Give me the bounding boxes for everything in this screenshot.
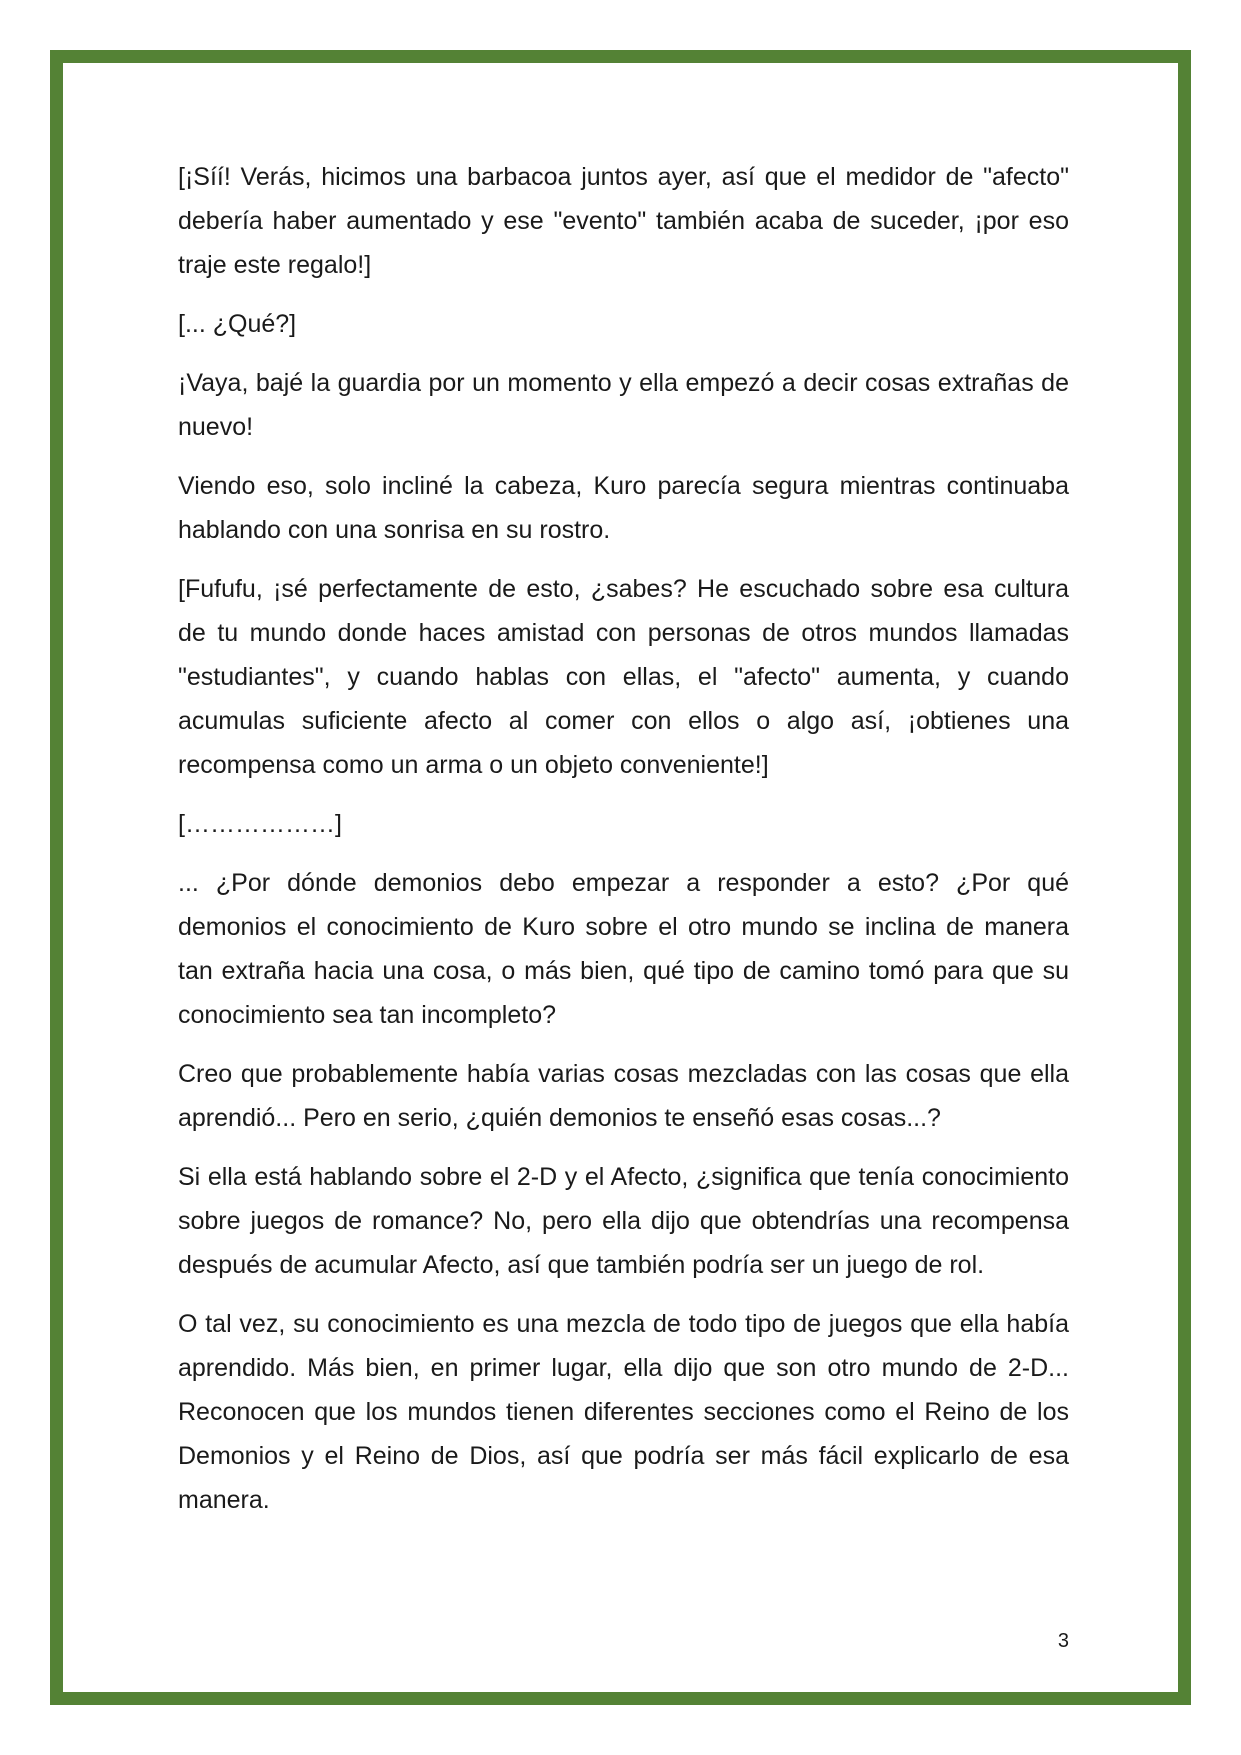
paragraph-7: ... ¿Por dónde demonios debo empezar a responder a esto? ¿Por qué demonios el conocimiento de Kuro sobre el otro mundo se inclina de manera tan extraña hacia una cosa, o más bien, qué tipo de camino tomó para que su conocimiento sea tan incompleto? — [178, 869, 1069, 1029]
paragraph-2: [... ¿Qué?] — [178, 310, 297, 338]
paragraph-1: [¡Síí! Verás, hicimos una barbacoa juntos ayer, así que el medidor de "afecto" debería haber aumentado y ese "evento" también acaba de suceder, ¡por eso traje este regalo!] — [178, 163, 1069, 279]
document-body — [178, 155, 1069, 1537]
paragraph-3: ¡Vaya, bajé la guardia por un momento y ella empezó a decir cosas extrañas de nuevo! — [178, 369, 1069, 441]
paragraph-8: Creo que probablemente había varias cosas mezcladas con las cosas que ella aprendió... Pero en serio, ¿quién demonios te enseñó esas cosas...? — [178, 1060, 1069, 1132]
paragraph-4: Viendo eso, solo incliné la cabeza, Kuro parecía segura mientras continuaba hablando con una sonrisa en su rostro. — [178, 472, 1069, 544]
paragraph-9: Si ella está hablando sobre el 2-D y el Afecto, ¿significa que tenía conocimiento sobre juegos de romance? No, pero ella dijo que obtendrías una recompensa después de acumular Afecto, así que también podría ser un juego de rol. — [178, 1163, 1069, 1279]
paragraph-5: [Fufufu, ¡sé perfectamente de esto, ¿sabes? He escuchado sobre esa cultura de tu mundo donde haces amistad con personas de otros mundos llamadas "estudiantes", y cuando hablas con ellas, el "afecto" aumenta, y cuando acumulas suficiente afecto al comer con ellos o algo así, ¡obtienes una recompensa como un arma o un objeto conveniente!] — [178, 575, 1069, 779]
page-number: 3 — [1057, 1630, 1069, 1652]
paragraph-10: O tal vez, su conocimiento es una mezcla de todo tipo de juegos que ella había aprendido. Más bien, en primer lugar, ella dijo que son otro mundo de 2-D... Reconocen que los mundos tienen diferentes secciones como el Reino de los Demonios y el Reino de Dios, así que podría ser más fácil explicarlo de esa manera. — [178, 1310, 1069, 1514]
paragraph-6: [………………] — [178, 810, 342, 838]
